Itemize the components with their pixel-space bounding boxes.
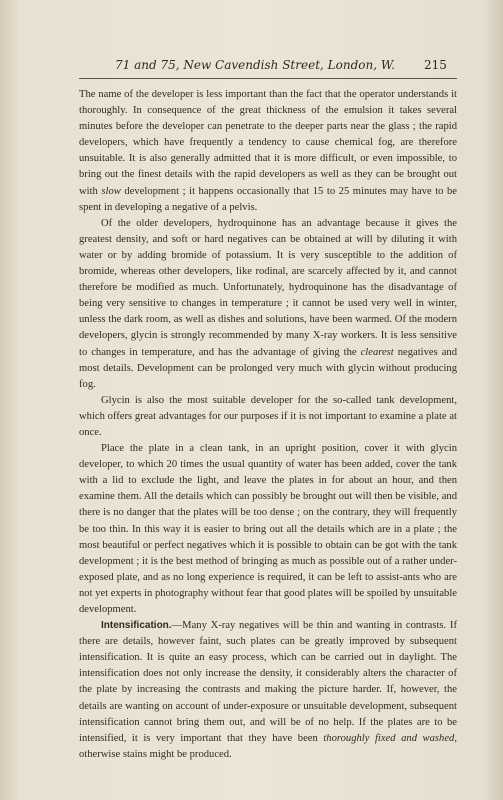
section-heading-intensification: Intensification. [101, 620, 172, 632]
emphasis-clearest: clearest [360, 346, 394, 358]
paragraph-intensification [79, 618, 457, 763]
header-rule [79, 78, 457, 79]
paragraph-developer-name [79, 87, 457, 216]
paragraph-text: —Many X-ray negatives will be thin and wanting in contrasts. If there are details, however faint, such plates can be greatly improved by subsequent intensification. It is quite an easy process, which can be carried out in daylight. The intensification does not only increase the density, it considerably alters the character of the plate by increasing the contrasts and making the picture harder. If, however, the details are wanting on account of under-exposure or unsuitable development, subsequent intensification cannot bring them out, and will be of no help. If the plates are to be intensified, it is very important that they have been [79, 620, 457, 744]
paragraph-text: negatives and most details. Development can be prolonged very much with glycin without producing fog. [79, 346, 457, 390]
paragraph-glycin-tank: Glycin is also the most suitable developer for the so-called tank development, which offers great advantages for our purposes if it is not important to examine a plate at once. [79, 394, 457, 438]
paragraph-text: The name of the developer is less important than the fact that the operator understands it thoroughly. In consequence of the great thickness of the emulsion it takes several minutes before the developer can penetrate to the deeper parts near the glass ; the rapid developers, which have frequently a tendency to cause chemical fog, are therefore unsuitable. It is also generally admitted that it is more difficult, or even impossible, to bring out the finest details with the rapid developers as well as they can be brought out with [79, 89, 457, 197]
page-header [0, 58, 503, 78]
emphasis-slow: slow [101, 185, 121, 197]
emphasis-fixed-washed: thoroughly fixed and washed [323, 732, 455, 744]
running-head: 71 and 75, New Cavendish Street, London, W. [115, 58, 395, 72]
body-text [79, 87, 457, 763]
paragraph-older-developers [79, 216, 457, 393]
paragraph-text: , otherwise stains might be produced. [79, 732, 457, 760]
page-number: 215 [424, 58, 447, 72]
paragraph-text: development ; it happens occasionally that 15 to 25 minutes may have to be spent in developing a negative of a pelvis. [79, 185, 458, 213]
paragraph-tank-method: Place the plate in a clean tank, in an upright position, cover it with glycin developer, to which 20 times the usual quantity of water has been added, cover the tank with a lid to exclude the light, and leave the plates in for about an hour, and then examine them. All the details which can possibly be brought out will then be visible, and there is no danger that the plates will be too dense ; on the contrary, they will frequently be too thin. In this way it is easier to bring out all the details which are in a plate ; the most beautiful or perfect negatives which it is possible to obtain can be got with the tank development ; it is the best method of bringing as much as possible out of a rather under-exposed plate, and as no long experience is required, it can be left to assist-ants who are not yet experts in photography without fear that good plates will be spoiled by unsuitable development. [79, 443, 457, 615]
paragraph-text: Of the older developers, hydroquinone has an advantage because it gives the greatest density, and soft or hard negatives can be obtained at will by diluting it with water or by adding bromide of potassium. It is very susceptible to the addition of bromide, whereas other developers, like rodinal, are scarcely affected by it, and cannot therefore be modified as much. Unfortunately, hydroquinone has the disadvantage of being very sensitive to changes in temperature ; it cannot be used very well in winter, unless the dark room, as well as dishes and solutions, have been warmed. Of the modern developers, glycin is strongly recommended by many X-ray workers. It is less sensitive to changes in temperature, and has the advantage of giving the [79, 217, 457, 358]
